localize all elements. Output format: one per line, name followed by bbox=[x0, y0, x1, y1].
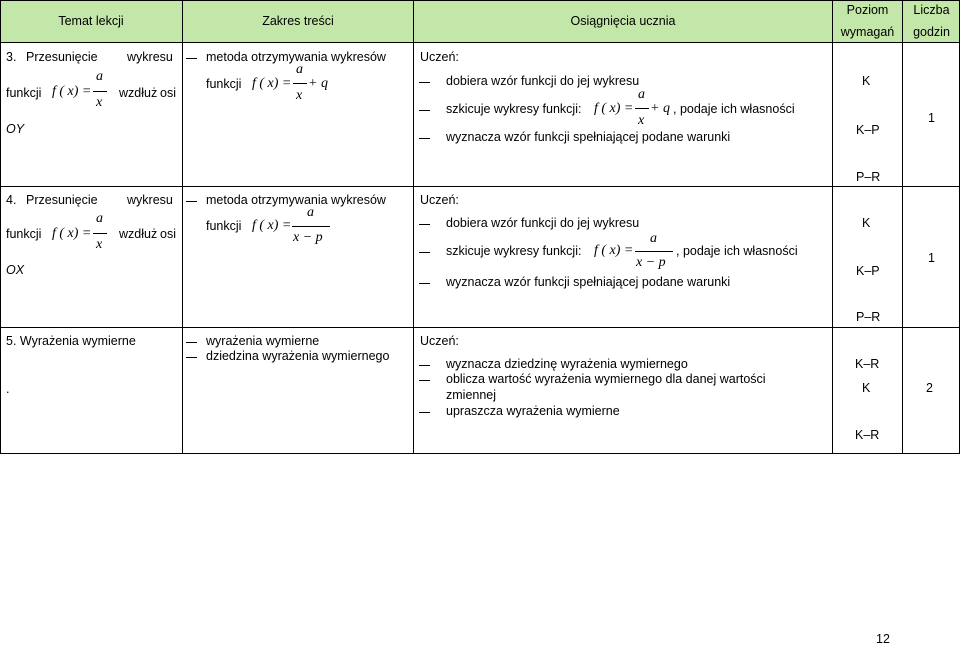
row1-student: Uczeń: bbox=[420, 50, 459, 64]
row1-topic-axis: OY bbox=[6, 122, 25, 136]
header-hours-line2: godzin bbox=[913, 25, 950, 39]
row2-topic-word2: wykresu bbox=[127, 193, 173, 207]
header-level bbox=[833, 0, 902, 42]
row3-scope-dash-1 bbox=[186, 342, 197, 343]
row2-scope-funkcji: funkcji bbox=[206, 219, 242, 233]
row1-item3: wyznacza wzór funkcji spełniającej podane warunki bbox=[446, 130, 731, 144]
row1-item2-dash bbox=[419, 110, 430, 111]
col-border-2 bbox=[413, 0, 414, 454]
row1-scope-a: a bbox=[296, 62, 303, 77]
row1-scope-fx: f ( x) = bbox=[252, 76, 292, 91]
page-number: 12 bbox=[876, 632, 890, 646]
header-achievements-label: Osiągnięcia ucznia bbox=[570, 14, 676, 28]
row2-item3-dash bbox=[419, 283, 430, 284]
row2-bottom-border bbox=[0, 327, 960, 328]
row2-scope-dash bbox=[186, 201, 197, 202]
row1-level-3: P–R bbox=[856, 170, 881, 184]
row3-level-2: K bbox=[862, 381, 871, 395]
row2-scope-den: x − p bbox=[293, 230, 323, 245]
row1-item2-x: x bbox=[638, 113, 645, 128]
row1-level-2: K–P bbox=[856, 123, 880, 137]
row1-item2-a: a bbox=[638, 87, 645, 102]
row3-item1: wyznacza dziedzinę wyrażenia wymiernego bbox=[446, 357, 688, 371]
header-hours bbox=[903, 0, 960, 42]
row1-item1: dobiera wzór funkcji do jej wykresu bbox=[446, 74, 640, 88]
row3-scope-dash-2 bbox=[186, 357, 197, 358]
row3-topic: 5. Wyrażenia wymierne bbox=[6, 334, 136, 348]
row2-item2-frac-bar bbox=[635, 251, 673, 252]
row1-scope-dash bbox=[186, 58, 197, 59]
row1-item2-fx: f ( x) = bbox=[594, 101, 634, 116]
header-bottom-border bbox=[0, 42, 960, 43]
row2-topic-a: a bbox=[96, 211, 103, 226]
table-border-top bbox=[0, 0, 960, 1]
header-topic bbox=[0, 0, 182, 42]
row1-topic-osi: osi bbox=[160, 86, 176, 100]
row1-item2: szkicuje wykresy funkcji: bbox=[446, 102, 582, 116]
row3-item3-dash bbox=[419, 412, 430, 413]
header-topic-label: Temat lekcji bbox=[58, 14, 124, 28]
row3-level-1: K–R bbox=[855, 357, 880, 371]
row1-item1-dash bbox=[419, 82, 430, 83]
row2-topic-x: x bbox=[96, 237, 103, 252]
row3-item3: upraszcza wyrażenia wymierne bbox=[446, 404, 620, 418]
row1-topic-along: wzdłuż bbox=[119, 86, 158, 100]
row2-item2-fx: f ( x) = bbox=[594, 243, 634, 258]
row3-item2: oblicza wartość wyrażenia wymiernego dla danej wartości bbox=[446, 372, 766, 386]
row1-topic-frac-bar bbox=[93, 91, 107, 92]
row2-item2-dash bbox=[419, 252, 430, 253]
row1-scope-frac-bar bbox=[293, 83, 307, 84]
row1-topic-word2: wykresu bbox=[127, 50, 173, 64]
header-level-line2: wymagań bbox=[840, 25, 895, 39]
row1-item3-dash bbox=[419, 138, 430, 139]
row2-hours: 1 bbox=[928, 251, 935, 265]
col-border-3 bbox=[832, 0, 833, 454]
row3-item2-cont: zmiennej bbox=[446, 388, 497, 402]
row1-topic-num: 3. bbox=[6, 50, 17, 64]
row3-scope-item-2: dziedzina wyrażenia wymiernego bbox=[206, 349, 390, 363]
row1-bottom-border bbox=[0, 186, 960, 187]
row2-topic-num: 4. bbox=[6, 193, 17, 207]
row2-topic-fx: f ( x) = bbox=[52, 226, 92, 241]
row1-topic-fx: f ( x) = bbox=[52, 84, 92, 99]
row2-scope-a: a bbox=[307, 205, 314, 220]
row2-item2-den: x − p bbox=[636, 255, 666, 270]
row3-scope-item-1: wyrażenia wymierne bbox=[206, 334, 320, 348]
row3-level-3: K–R bbox=[855, 428, 880, 442]
row1-topic-word1: Przesunięcie bbox=[26, 50, 98, 64]
row2-topic-funkcji: funkcji bbox=[6, 227, 42, 241]
col-border-0 bbox=[0, 0, 1, 454]
row3-student: Uczeń: bbox=[420, 334, 459, 348]
header-achievements bbox=[414, 0, 832, 42]
row2-item1: dobiera wzór funkcji do jej wykresu bbox=[446, 216, 640, 230]
col-border-1 bbox=[182, 0, 183, 454]
row3-hours: 2 bbox=[926, 381, 933, 395]
row2-topic-osi: osi bbox=[160, 227, 176, 241]
row2-topic-along: wzdłuż bbox=[119, 227, 158, 241]
row2-scope-fx: f ( x) = bbox=[252, 218, 292, 233]
row2-item3: wyznacza wzór funkcji spełniającej podane warunki bbox=[446, 275, 731, 289]
row1-topic-a: a bbox=[96, 69, 103, 84]
row1-item2-frac-bar bbox=[635, 108, 649, 109]
header-scope-label: Zakres treści bbox=[262, 14, 334, 28]
row2-level-2: K–P bbox=[856, 264, 880, 278]
row2-level-1: K bbox=[862, 216, 871, 230]
row2-topic-frac-bar bbox=[93, 233, 107, 234]
row2-item2: szkicuje wykresy funkcji: bbox=[446, 244, 582, 258]
row1-topic-funkcji: funkcji bbox=[6, 86, 42, 100]
row1-hours: 1 bbox=[928, 111, 935, 125]
row3-topic-dot: . bbox=[6, 382, 10, 396]
row2-item2-tail: , podaje ich własności bbox=[676, 244, 798, 258]
row2-topic-axis: OX bbox=[6, 263, 25, 277]
row3-item1-dash bbox=[419, 365, 430, 366]
row1-item2-plus-q: + q bbox=[650, 101, 670, 116]
row2-scope-frac-bar bbox=[292, 226, 330, 227]
row1-topic-x: x bbox=[96, 95, 103, 110]
row2-level-3: P–R bbox=[856, 310, 881, 324]
table-bottom-border bbox=[0, 453, 960, 454]
row1-scope-plus-q: + q bbox=[308, 76, 328, 91]
row2-student: Uczeń: bbox=[420, 193, 459, 207]
row1-scope-funkcji: funkcji bbox=[206, 77, 242, 91]
header-scope bbox=[183, 0, 413, 42]
row3-item2-dash bbox=[419, 380, 430, 381]
row1-scope-x: x bbox=[296, 88, 303, 103]
header-level-line1: Poziom bbox=[846, 3, 889, 17]
row1-scope-line1: metoda otrzymywania wykresów bbox=[206, 50, 386, 64]
col-border-4 bbox=[902, 0, 903, 454]
row2-topic-word1: Przesunięcie bbox=[26, 193, 98, 207]
row2-item2-a: a bbox=[650, 231, 657, 246]
row1-level-1: K bbox=[862, 74, 871, 88]
row1-item2-tail: , podaje ich własności bbox=[673, 102, 795, 116]
header-hours-line1: Liczba bbox=[913, 3, 950, 17]
row2-item1-dash bbox=[419, 224, 430, 225]
row2-scope-line1: metoda otrzymywania wykresów bbox=[206, 193, 386, 207]
